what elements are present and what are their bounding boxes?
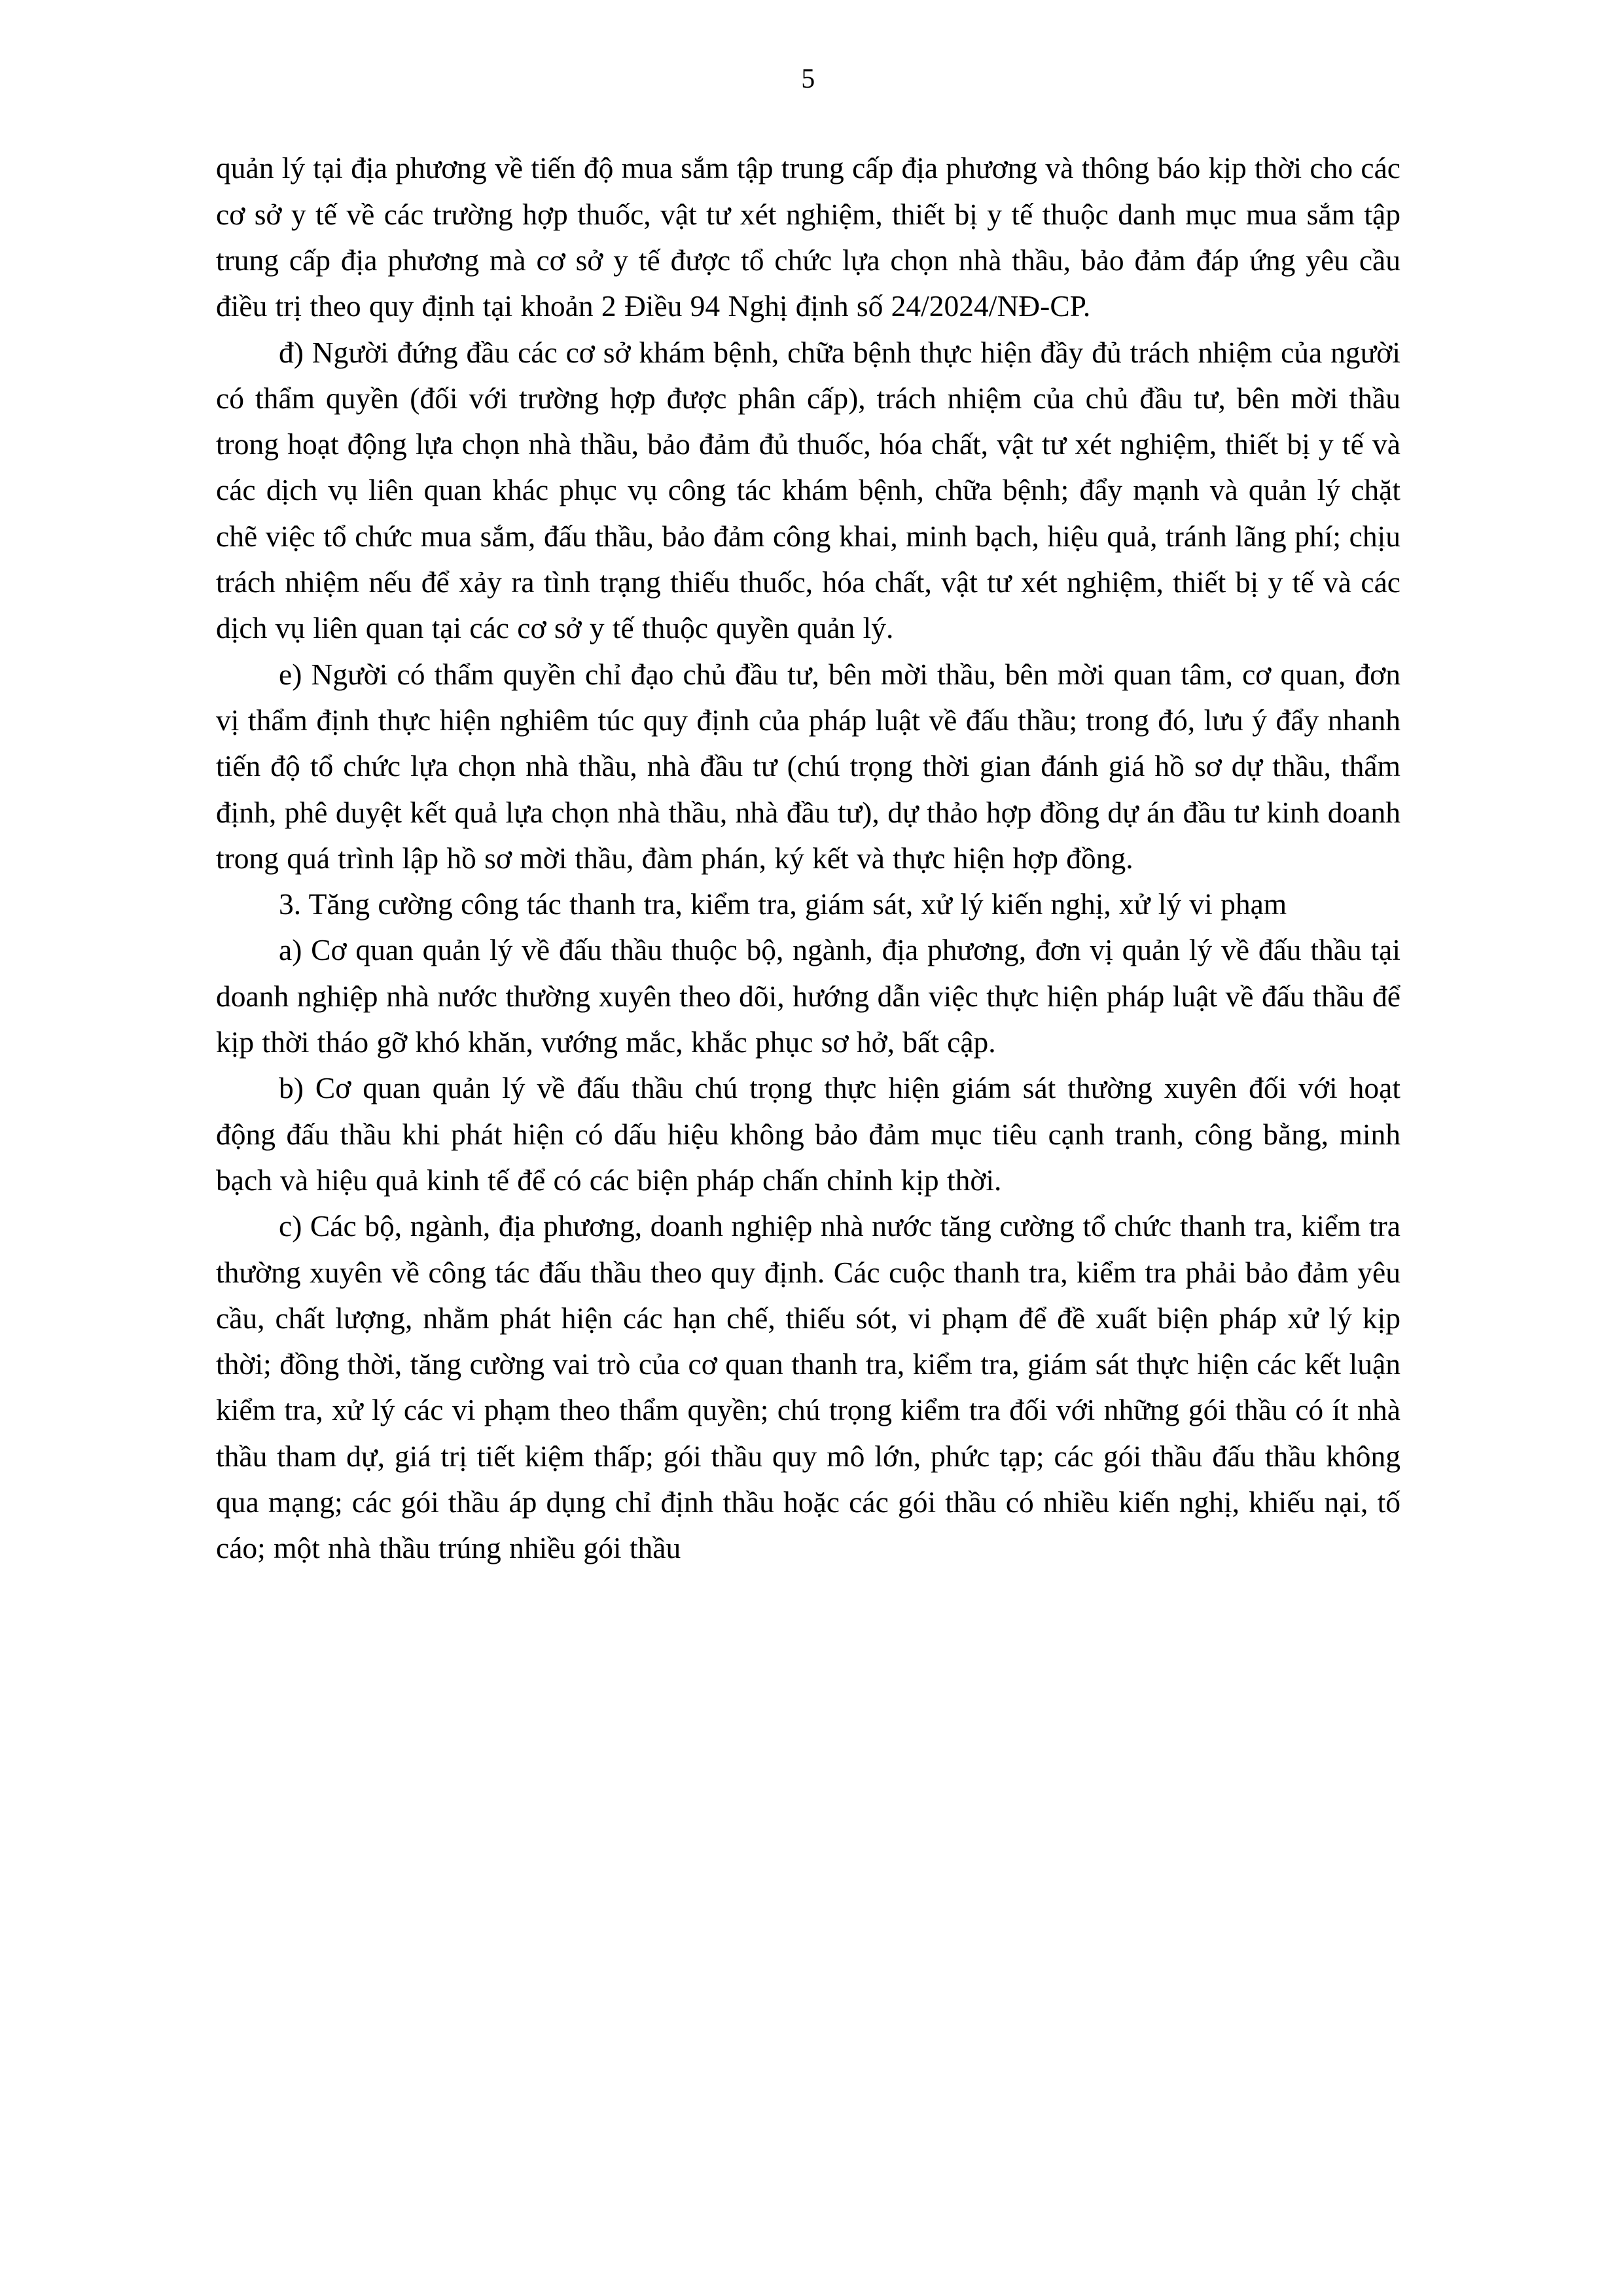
- paragraph-3c: c) Các bộ, ngành, địa phương, doanh nghiệp nhà nước tăng cường tổ chức thanh tra, kiểm tra thường xuyên về công tác đấu thầu theo quy định. Các cuộc thanh tra, kiểm tra phải bảo đảm yêu cầu, chất lượng, nhằm phát hiện các hạn chế, thiếu sót, vi phạm để đề xuất biện pháp xử lý kịp thời; đồng thời, tăng cường vai trò của cơ quan thanh tra, kiểm tra, giám sát thực hiện các kết luận kiểm tra, xử lý các vi phạm theo thẩm quyền; chú trọng kiểm tra đối với những gói thầu có ít nhà thầu tham dự, giá trị tiết kiệm thấp; gói thầu quy mô lớn, phức tạp; các gói thầu đấu thầu không qua mạng; các gói thầu áp dụng chỉ định thầu hoặc các gói thầu có nhiều kiến nghị, khiếu nại, tố cáo; một nhà thầu trúng nhiều gói thầu: [216, 1209, 1400, 1565]
- paragraph-section-3: 3. Tăng cường công tác thanh tra, kiểm tra, giám sát, xử lý kiến nghị, xử lý vi phạm: [279, 887, 1287, 921]
- paragraph-3b: b) Cơ quan quản lý về đấu thầu chú trọng thực hiện giám sát thường xuyên đối với hoạt động đấu thầu khi phát hiện có dấu hiệu không bảo đảm mục tiêu cạnh tranh, công bằng, minh bạch và hiệu quả kinh tế để có các biện pháp chấn chỉnh kịp thời.: [216, 1071, 1400, 1197]
- paragraph-d: đ) Người đứng đầu các cơ sở khám bệnh, chữa bệnh thực hiện đầy đủ trách nhiệm của người có thẩm quyền (đối với trường hợp được phân cấp), trách nhiệm của chủ đầu tư, bên mời thầu trong hoạt động lựa chọn nhà thầu, bảo đảm đủ thuốc, hóa chất, vật tư xét nghiệm, thiết bị y tế và các dịch vụ liên quan khác phục vụ công tác khám bệnh, chữa bệnh; đẩy mạnh và quản lý chặt chẽ việc tổ chức mua sắm, đấu thầu, bảo đảm công khai, minh bạch, hiệu quả, tránh lãng phí; chịu trách nhiệm nếu để xảy ra tình trạng thiếu thuốc, hóa chất, vật tư xét nghiệm, thiết bị y tế và các dịch vụ liên quan tại các cơ sở y tế thuộc quyền quản lý.: [216, 335, 1400, 645]
- paragraph-continued: quản lý tại địa phương về tiến độ mua sắm tập trung cấp địa phương và thông báo kịp thời cho các cơ sở y tế về các trường hợp thuốc, vật tư xét nghiệm, thiết bị y tế thuộc danh mục mua sắm tập trung cấp địa phương mà cơ sở y tế được tổ chức lựa chọn nhà thầu, bảo đảm đáp ứng yêu cầu điều trị theo quy định tại khoản 2 Điều 94 Nghị định số 24/2024/NĐ-CP.: [216, 151, 1400, 323]
- paragraph-3a: a) Cơ quan quản lý về đấu thầu thuộc bộ, ngành, địa phương, đơn vị quản lý về đấu thầu tại doanh nghiệp nhà nước thường xuyên theo dõi, hướng dẫn việc thực hiện pháp luật về đấu thầu để kịp thời tháo gỡ khó khăn, vướng mắc, khắc phục sơ hở, bất cập.: [216, 933, 1400, 1059]
- paragraph-e: e) Người có thẩm quyền chỉ đạo chủ đầu tư, bên mời thầu, bên mời quan tâm, cơ quan, đơn vị thẩm định thực hiện nghiêm túc quy định của pháp luật về đấu thầu; trong đó, lưu ý đẩy nhanh tiến độ tổ chức lựa chọn nhà thầu, nhà đầu tư (chú trọng thời gian đánh giá hồ sơ dự thầu, thẩm định, phê duyệt kết quả lựa chọn nhà thầu, nhà đầu tư), dự thảo hợp đồng dự án đầu tư kinh doanh trong quá trình lập hồ sơ mời thầu, đàm phán, ký kết và thực hiện hợp đồng.: [216, 657, 1400, 875]
- page-number: 5: [801, 64, 815, 94]
